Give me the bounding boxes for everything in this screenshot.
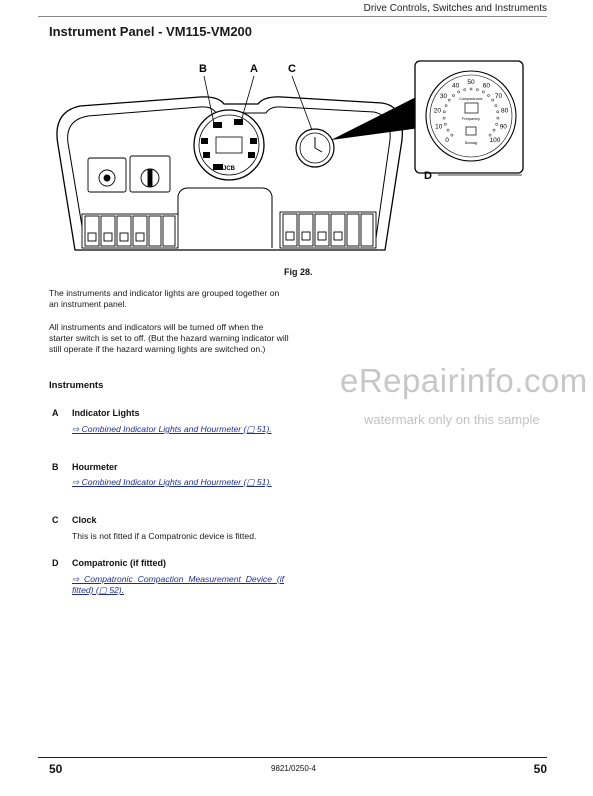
page-number-left: 50	[49, 762, 63, 776]
dial-number: 80	[500, 107, 509, 115]
indicator-lights-hourmeter-gauge	[194, 110, 264, 180]
item-a-link[interactable]: ⇨ Combined Indicator Lights and Hourmeter (▢ 51).	[72, 424, 272, 434]
clock-gauge	[296, 129, 334, 167]
dial-number: 40	[451, 82, 460, 90]
callout-b: B	[199, 63, 207, 75]
item-b-link[interactable]: ⇨ Combined Indicator Lights and Hourmeter (▢ 51).	[72, 477, 272, 487]
item-a-letter: A	[52, 408, 59, 418]
dial-number: 60	[482, 82, 491, 90]
dial-label-mid: Frequency	[462, 117, 480, 121]
item-d-letter: D	[52, 558, 59, 568]
intro-paragraph-1: The instruments and indicator lights are grouped together on an instrument panel.	[49, 288, 280, 309]
instrument-panel-figure	[0, 0, 593, 275]
dial-number: 50	[467, 79, 475, 86]
compatronic-zoom-detail	[415, 61, 523, 182]
document-number: 9821/0250-4	[271, 764, 316, 773]
item-d-link[interactable]: ⇨ Compatronic Compaction Measurement Device (if fitted) (▢ 52).	[72, 574, 284, 595]
page-title: Instrument Panel - VM115-VM200	[49, 24, 253, 39]
callout-c: C	[288, 63, 296, 75]
dial-label-top: Compactronic	[459, 97, 483, 101]
figure-caption: Fig 28.	[284, 267, 313, 277]
dial-number: 30	[439, 93, 448, 100]
intro-paragraph-2: All instruments and indicators will be turned off when the starter switch is set to off. (But the hazard warning indicator will still operate if the hazard warning lights are switched on.)	[49, 322, 289, 354]
running-header: Drive Controls, Switches and Instruments	[363, 3, 547, 14]
dial-number: 0	[445, 137, 449, 144]
dial-number: 100	[489, 137, 501, 144]
item-c-letter: C	[52, 515, 59, 525]
page-number-right: 50	[533, 762, 547, 776]
callout-d: D	[424, 170, 432, 182]
dial-number: 70	[494, 93, 503, 100]
dial-number: 90	[499, 123, 507, 131]
right-switch-bank	[280, 212, 376, 248]
item-c-text: This is not fitted if a Compatronic device is fitted.	[72, 531, 257, 541]
watermark-main: eRepairinfo.com	[340, 362, 588, 399]
dial-number: 20	[433, 107, 442, 115]
instruments-heading: Instruments	[49, 380, 104, 391]
footer-rule	[38, 757, 547, 758]
callout-a: A	[250, 63, 258, 75]
watermark-sub: watermark only on this sample	[364, 412, 540, 427]
warning-label: JCB	[222, 166, 236, 172]
item-b-letter: B	[52, 462, 59, 472]
left-switch-bank	[82, 214, 178, 248]
item-c-title: Clock	[72, 515, 97, 525]
item-a-title: Indicator Lights	[72, 408, 140, 418]
dial-label-bottom: Bomag	[464, 141, 478, 145]
dial-number: 10	[435, 123, 443, 131]
item-b-title: Hourmeter	[72, 462, 118, 472]
item-d-title: Compatronic (if fitted)	[72, 558, 166, 568]
